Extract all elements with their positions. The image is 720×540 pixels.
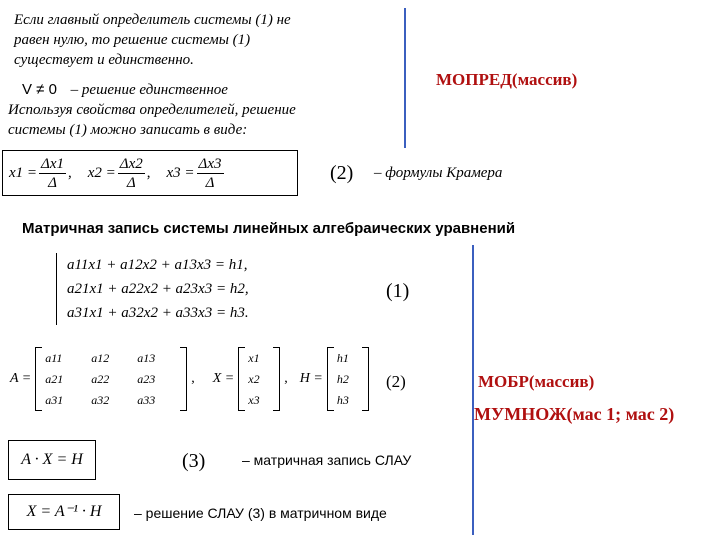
mumnozh-function-label: МУМНОЖ(мас 1; мас 2)	[474, 404, 675, 424]
matrix-form-number: (3)	[182, 450, 206, 472]
cramer-x2-numerator: Δx2	[119, 155, 143, 172]
matrix-h-cell: h1	[336, 350, 349, 365]
matrix-h-label: H =	[299, 371, 323, 386]
condition-text: – решение единственное	[70, 82, 228, 98]
matrix-a-cell: a21	[45, 371, 64, 386]
cramer-x1-lhs: x1 =	[9, 164, 38, 181]
cramer-x3-fraction	[197, 155, 224, 192]
equation-system	[56, 253, 249, 325]
system-equation-3: a31x1 + a32x2 + a33x3 = h3.	[67, 305, 249, 321]
condition-formula: V ≠ 0	[22, 81, 57, 98]
matrices-equation-number: (2)	[386, 372, 406, 391]
system-equation-2: a21x1 + a22x2 + a23x3 = h2,	[67, 281, 249, 297]
matrix-a-cell: a33	[137, 392, 156, 407]
intro-line-2: равен нулю, то решение системы (1)	[14, 32, 251, 48]
matrix-form-box: A · X = H	[8, 440, 96, 480]
system-equation-number: (1)	[386, 280, 410, 302]
vertical-divider-right	[472, 245, 474, 535]
system-equation-1: a11x1 + a12x2 + a13x3 = h1,	[67, 257, 248, 273]
intro-line-5: Используя свойства определителей, решение	[8, 102, 296, 118]
vertical-divider-top	[404, 8, 406, 148]
cramer-equation-number: (2)	[330, 162, 354, 184]
matrix-a-label: A =	[10, 371, 32, 386]
solution-caption: – решение СЛАУ (3) в матричном виде	[134, 505, 387, 521]
mopred-function-label: МОПРЕД(массив)	[436, 70, 578, 89]
matrix-a-cell: a13	[137, 350, 156, 365]
intro-line-3: существует и единственно.	[14, 52, 194, 68]
matrix-a-cell: a31	[45, 392, 64, 407]
matrix-x-cell: x1	[248, 350, 260, 365]
mobr-function-label: МОБР(массив)	[478, 372, 595, 391]
cramer-x3-lhs: x3 =	[166, 164, 195, 181]
matrix-form-caption: – матричная запись СЛАУ	[242, 452, 412, 468]
solution-box: X = A⁻¹ · H	[8, 494, 120, 530]
cramer-x3-numerator: Δx3	[198, 155, 222, 172]
matrix-a-cell: a11	[45, 350, 63, 365]
cramer-x2-lhs: x2 =	[87, 164, 116, 181]
cramer-caption: – формулы Крамера	[374, 165, 503, 181]
matrix-definitions: A = a11 a12 a13 a21 a22 a23 a31 a32 a33 , X = x1 x2 x3 , H = h1 h2 h3	[10, 342, 369, 416]
matrix-h-cell: h3	[336, 392, 349, 407]
cramer-x1-numerator: Δx1	[41, 155, 64, 172]
cramer-x3-denominator: Δ	[205, 174, 215, 191]
cramer-x1-denominator: Δ	[48, 174, 57, 191]
matrix-a-cell: a12	[91, 350, 110, 365]
cramer-x1-fraction	[39, 155, 66, 192]
matrix-h	[327, 347, 369, 411]
intro-line-1: Если главный определитель системы (1) не	[14, 12, 291, 28]
intro-paragraph-2	[8, 100, 398, 140]
intro-line-6: системы (1) можно записать в виде:	[8, 122, 248, 138]
matrix-x	[238, 347, 280, 411]
matrix-x-cell: x3	[248, 392, 260, 407]
matrix-x-label: X =	[212, 371, 235, 386]
intro-paragraph	[14, 10, 394, 70]
cramer-x2-fraction	[118, 155, 145, 192]
matrix-a-cell: a22	[91, 371, 110, 386]
cramer-formulas-box: x1 = $\frac{\Delta x1}{\Delta}$ , x2 = $\frac{\Delta x2}{\Delta}$ , x3 = $\frac{\Delta x3}{\Delta}$	[2, 150, 298, 196]
matrix-a	[35, 347, 187, 411]
cramer-x2-denominator: Δ	[126, 174, 136, 191]
matrix-h-cell: h2	[336, 371, 349, 386]
matrix-a-cell: a23	[137, 371, 156, 386]
matrix-x-cell: x2	[248, 371, 260, 386]
section-heading: Матричная запись системы линейных алгебраических уравнений	[22, 220, 516, 237]
uniqueness-condition	[22, 80, 228, 100]
matrix-a-cell: a32	[91, 392, 110, 407]
